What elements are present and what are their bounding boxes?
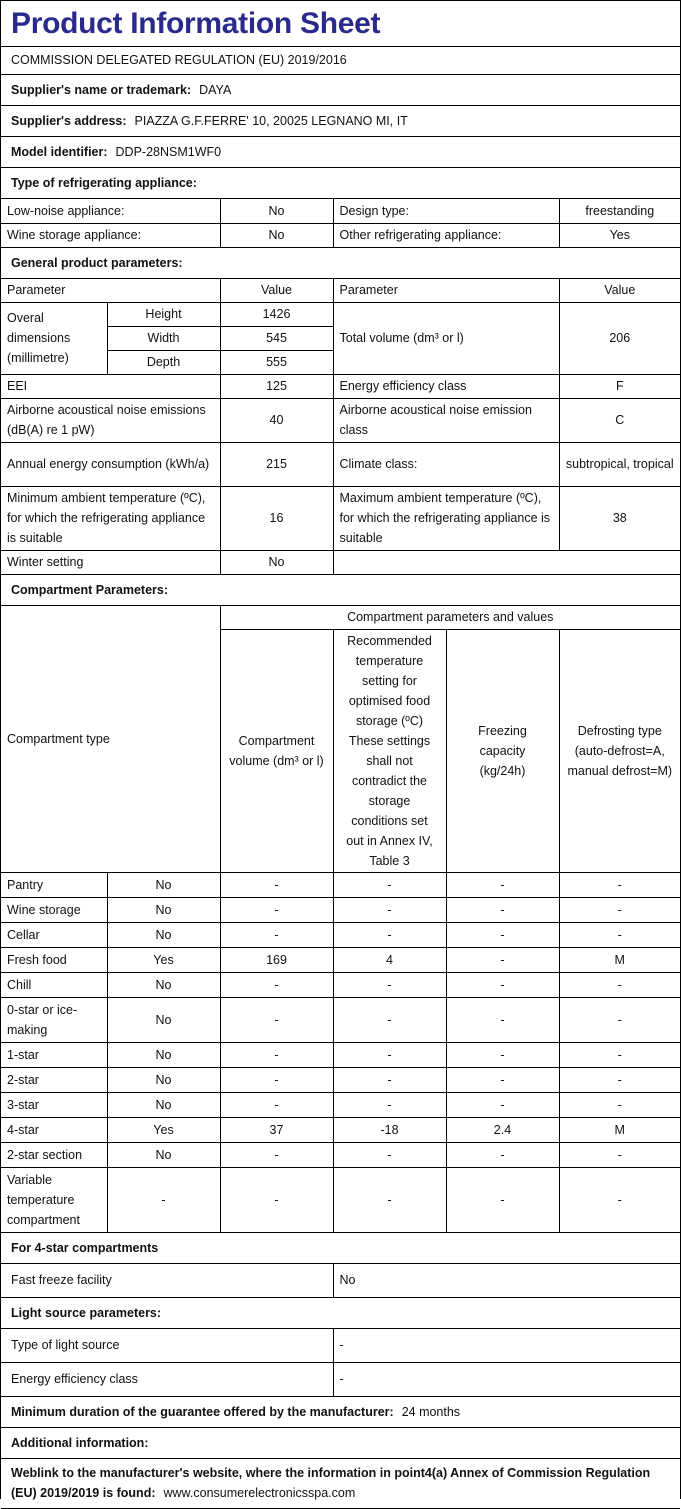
compartment-defrost: -: [559, 897, 680, 922]
compartment-defrost: -: [559, 1167, 680, 1232]
compartment-name: Fresh food: [1, 947, 107, 972]
temp-freezing-header-cell: [333, 629, 559, 872]
width-label: Width: [107, 326, 220, 350]
compartment-volume: -: [220, 1167, 333, 1232]
general-heading: General product parameters:: [1, 247, 680, 278]
light-class-value: -: [333, 1362, 680, 1396]
guarantee-row: [1, 1396, 680, 1427]
compartment-defrost: -: [559, 1042, 680, 1067]
freezing-header: Freezing capacity (kg/24h): [478, 723, 527, 778]
depth-value: 555: [220, 350, 333, 374]
compartment-present: No: [107, 1042, 220, 1067]
compartment-rows: [1, 872, 680, 1232]
compartment-name: Chill: [1, 972, 107, 997]
other-appliance-label: Other refrigerating appliance:: [333, 223, 559, 247]
empty-cell: [333, 550, 680, 574]
compartment-present: No: [107, 872, 220, 897]
eei-value: 125: [220, 374, 333, 398]
compartment-freezing: [333, 1092, 559, 1117]
light-class-label: Energy efficiency class: [1, 1362, 333, 1396]
col-value-left: Value: [220, 278, 333, 302]
compartment-freezing: [333, 1067, 559, 1092]
max-temp-label: Maximum ambient temperature (ºC), for which the refrigerating appliance is suitable: [333, 486, 559, 550]
compartment-freezing: [333, 1042, 559, 1067]
total-volume-value: 206: [559, 302, 680, 374]
compartment-heading: Compartment Parameters:: [1, 574, 680, 605]
height-label: Height: [107, 302, 220, 326]
noise-label: Airborne acoustical noise emissions (dB(A) re 1 pW): [1, 398, 220, 442]
compartment-present: No: [107, 1092, 220, 1117]
compartment-present: -: [107, 1167, 220, 1232]
col-value-right: Value: [559, 278, 680, 302]
compartment-freezing: [333, 947, 559, 972]
compartment-freezing: -: [500, 1192, 505, 1207]
volume-header: Compartment volume (dm³ or l): [220, 629, 333, 872]
supplier-name-label: Supplier's name or trademark:: [11, 82, 192, 97]
winter-setting-value: No: [220, 550, 333, 574]
winter-setting-label: Winter setting: [1, 550, 220, 574]
compartment-freezing: [333, 972, 559, 997]
supplier-name-row: [1, 74, 680, 105]
compartment-present: No: [107, 972, 220, 997]
compartment-defrost: M: [559, 947, 680, 972]
compartment-present: Yes: [107, 1117, 220, 1142]
noise-class-label: Airborne acoustical noise emission class: [333, 398, 559, 442]
compartment-freezing: [333, 1117, 559, 1142]
design-type-value: freestanding: [559, 198, 680, 223]
compartment-volume: 169: [220, 947, 333, 972]
depth-label: Depth: [107, 350, 220, 374]
compartment-group-header: Compartment parameters and values: [220, 605, 680, 629]
compartment-temp: -: [334, 873, 447, 897]
col-parameter-left: Parameter: [1, 278, 220, 302]
compartment-present: No: [107, 1142, 220, 1167]
annual-energy-value: 215: [220, 442, 333, 486]
fast-freeze-label: Fast freeze facility: [1, 1263, 333, 1297]
noise-value: 40: [220, 398, 333, 442]
temp-header: Recommended temperature setting for optimised food storage (ºC) These settings shall not contradict the storage conditions set out in Annex IV, Table 3: [334, 630, 447, 872]
compartment-temp: 4: [334, 948, 447, 972]
compartment-freezing: [333, 897, 559, 922]
noise-class-value: C: [559, 398, 680, 442]
compartment-defrost: -: [559, 1142, 680, 1167]
table-row: [1, 972, 680, 997]
additional-heading: Additional information:: [1, 1427, 680, 1458]
compartment-temp: -: [334, 973, 447, 997]
low-noise-value: No: [220, 198, 333, 223]
width-value: 545: [220, 326, 333, 350]
compartment-defrost: -: [559, 997, 680, 1042]
dimensions-label: Overal dimensions (millimetre): [1, 302, 107, 374]
compartment-freezing: -: [500, 1047, 505, 1062]
compartment-volume: 37: [220, 1117, 333, 1142]
model-value: DDP-28NSM1WF0: [115, 144, 222, 159]
compartment-freezing: [333, 922, 559, 947]
compartment-temp: -: [334, 1068, 447, 1092]
compartment-name: 2-star: [1, 1067, 107, 1092]
compartment-name: Cellar: [1, 922, 107, 947]
compartment-name: 4-star: [1, 1117, 107, 1142]
compartment-volume: -: [220, 1142, 333, 1167]
compartment-name: 2-star section: [1, 1142, 107, 1167]
table-row: [1, 1142, 680, 1167]
page-title: Product Information Sheet: [1, 1, 680, 47]
low-noise-label: Low-noise appliance:: [1, 198, 220, 223]
compartment-freezing: [333, 872, 559, 897]
compartment-volume: -: [220, 922, 333, 947]
height-value: 1426: [220, 302, 333, 326]
model-row: [1, 136, 680, 167]
compartment-freezing: [333, 1167, 559, 1232]
compartment-name: 3-star: [1, 1092, 107, 1117]
compartment-freezing: -: [500, 977, 505, 992]
compartment-present: No: [107, 1067, 220, 1092]
supplier-address-label: Supplier's address:: [11, 113, 127, 128]
info-table: [1, 47, 680, 1509]
min-temp-label: Minimum ambient temperature (ºC), for which the refrigerating appliance is suitable: [1, 486, 220, 550]
compartment-temp: -: [334, 1043, 447, 1067]
table-row: [1, 922, 680, 947]
compartment-temp: -: [334, 1168, 447, 1232]
col-parameter-right: Parameter: [333, 278, 559, 302]
compartment-freezing: 2.4: [493, 1122, 512, 1137]
energy-class-value: F: [559, 374, 680, 398]
compartment-name: 1-star: [1, 1042, 107, 1067]
compartment-temp: -: [334, 898, 447, 922]
supplier-address-value: PIAZZA G.F.FERRE' 10, 20025 LEGNANO MI, IT: [134, 113, 408, 128]
supplier-address-row: [1, 105, 680, 136]
compartment-freezing: -: [500, 1147, 505, 1162]
compartment-name: 0-star or ice-making: [1, 997, 107, 1042]
compartment-volume: -: [220, 972, 333, 997]
compartment-name: Variable temperature compartment: [1, 1167, 107, 1232]
type-heading: Type of refrigerating appliance:: [1, 167, 680, 198]
compartment-name: Wine storage: [1, 897, 107, 922]
light-type-value: -: [333, 1328, 680, 1362]
compartment-type-header: Compartment type: [1, 605, 220, 872]
climate-class-value: subtropical, tropical: [559, 442, 680, 486]
annual-energy-label: Annual energy consumption (kWh/a): [1, 442, 220, 486]
climate-class-label: Climate class:: [333, 442, 559, 486]
table-row: [1, 947, 680, 972]
max-temp-value: 38: [559, 486, 680, 550]
compartment-temp: -: [334, 1143, 447, 1167]
min-temp-value: 16: [220, 486, 333, 550]
compartment-present: No: [107, 897, 220, 922]
compartment-volume: -: [220, 1092, 333, 1117]
compartment-volume: -: [220, 1067, 333, 1092]
wine-storage-label: Wine storage appliance:: [1, 223, 220, 247]
other-appliance-value: Yes: [559, 223, 680, 247]
compartment-defrost: -: [559, 1092, 680, 1117]
compartment-defrost: M: [559, 1117, 680, 1142]
compartment-freezing: [333, 1142, 559, 1167]
wine-storage-value: No: [220, 223, 333, 247]
compartment-defrost: -: [559, 1067, 680, 1092]
light-type-label: Type of light source: [1, 1328, 333, 1362]
table-row: [1, 1167, 680, 1232]
compartment-present: Yes: [107, 947, 220, 972]
compartment-present: No: [107, 997, 220, 1042]
compartment-name: Pantry: [1, 872, 107, 897]
table-row: [1, 897, 680, 922]
weblink-label: Weblink to the manufacturer's website, where the information in point4(a) Annex of Commission Regulation (EU) 2019/2019 is found:: [11, 1466, 651, 1500]
compartment-freezing: -: [500, 877, 505, 892]
light-heading: Light source parameters:: [1, 1297, 680, 1328]
compartment-freezing: -: [500, 927, 505, 942]
fast-freeze-value: No: [333, 1263, 680, 1297]
table-row: [1, 997, 680, 1042]
table-row: [1, 1067, 680, 1092]
compartment-freezing: -: [500, 1072, 505, 1087]
compartment-freezing: -: [500, 902, 505, 917]
table-row: [1, 1117, 680, 1142]
design-type-label: Design type:: [333, 198, 559, 223]
compartment-volume: -: [220, 897, 333, 922]
eei-label: EEI: [1, 374, 220, 398]
compartment-volume: -: [220, 1042, 333, 1067]
defrost-header: Defrosting type (auto-defrost=A, manual defrost=M): [559, 629, 680, 872]
regulation-text: COMMISSION DELEGATED REGULATION (EU) 2019/2016: [1, 47, 680, 74]
guarantee-value: 24 months: [401, 1404, 461, 1419]
total-volume-label: Total volume (dm³ or l): [333, 302, 559, 374]
table-row: [1, 1042, 680, 1067]
compartment-defrost: -: [559, 922, 680, 947]
supplier-name-value: DAYA: [199, 82, 232, 97]
weblink-value[interactable]: www.consumerelectronicsspa.com: [163, 1486, 356, 1500]
energy-class-label: Energy efficiency class: [333, 374, 559, 398]
compartment-defrost: -: [559, 872, 680, 897]
compartment-temp: -: [334, 923, 447, 947]
compartment-freezing: -: [500, 1012, 505, 1027]
compartment-temp: -: [334, 1093, 447, 1117]
table-row: [1, 872, 680, 897]
four-star-heading: For 4-star compartments: [1, 1232, 680, 1263]
model-label: Model identifier:: [11, 144, 108, 159]
compartment-temp: -: [334, 998, 447, 1042]
guarantee-label: Minimum duration of the guarantee offered by the manufacturer:: [11, 1404, 394, 1419]
compartment-present: No: [107, 922, 220, 947]
compartment-freezing: [333, 997, 559, 1042]
table-row: [1, 1092, 680, 1117]
compartment-freezing: -: [500, 1097, 505, 1112]
compartment-volume: -: [220, 997, 333, 1042]
weblink-row: [1, 1458, 680, 1508]
compartment-temp: -18: [334, 1118, 447, 1142]
compartment-defrost: -: [559, 972, 680, 997]
compartment-freezing: -: [500, 952, 505, 967]
compartment-volume: -: [220, 872, 333, 897]
